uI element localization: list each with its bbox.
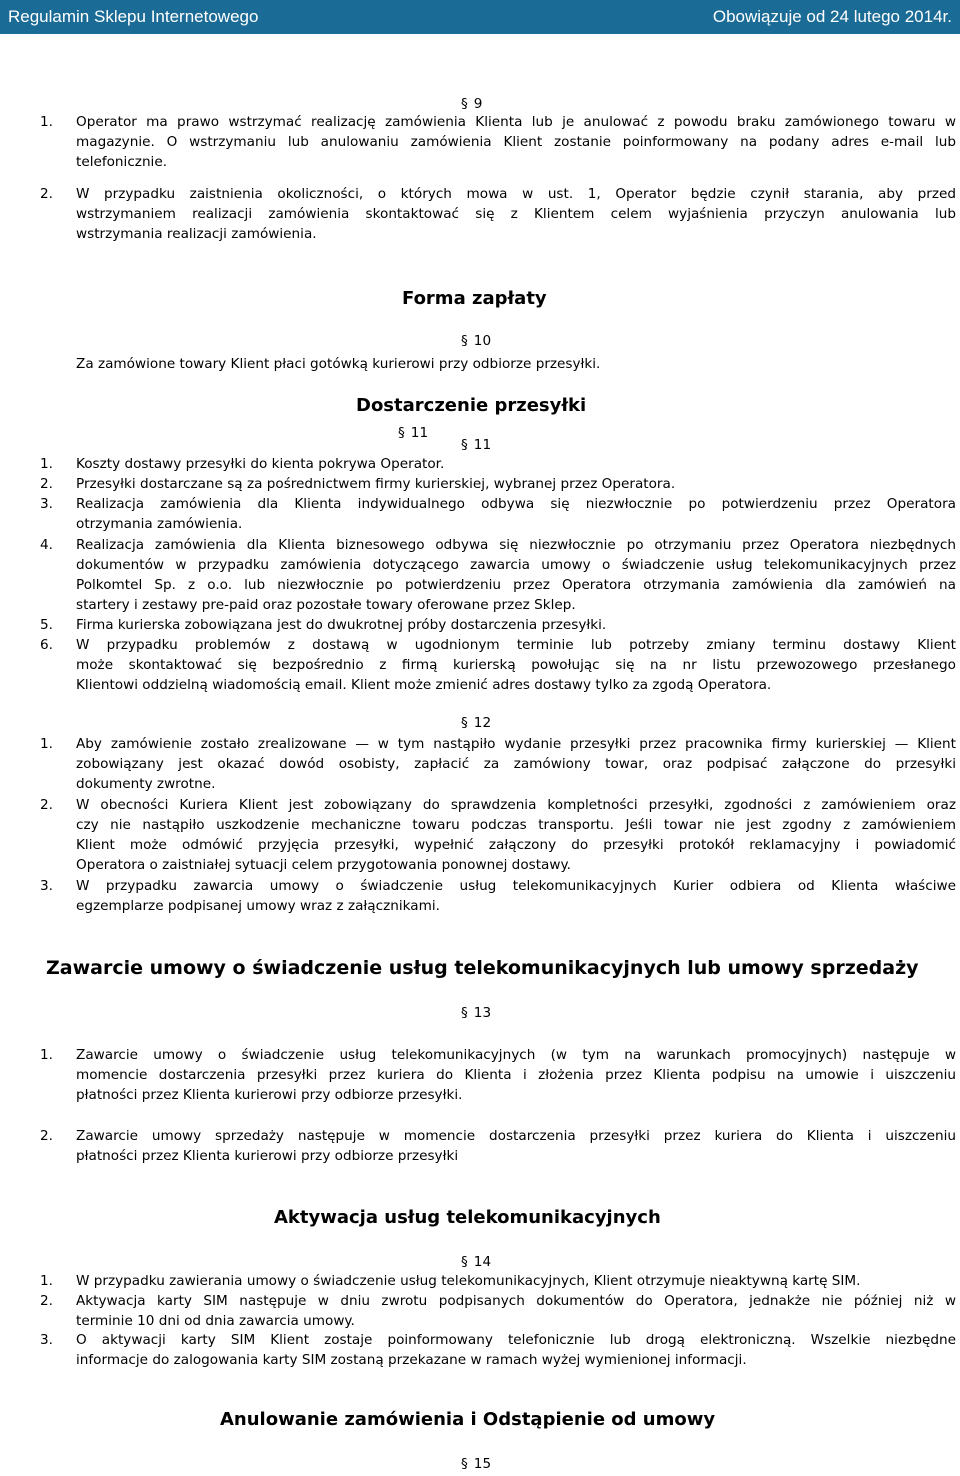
paragraph-14-3: O aktywacji karty SIM Klient zostaje poinformowany telefonicznie lub drogą elektroniczną. Wszelkie niezbędne informacje do zalogowania karty SIM zostaną przekazane w ramach wyżej wymienionej informacji. [76, 1332, 956, 1368]
item-number: 3. [40, 1332, 53, 1348]
item-number: 3. [40, 878, 53, 894]
item-number: 6. [40, 637, 53, 653]
paragraph-9-2: W przypadku zaistnienia okoliczności, o których mowa w ust. 1, Operator będzie czynił starania, aby przed wstrzymaniem realizacji zamówienia skontaktować się z Klientem celem wyjaśnienia przyczyn anulowania lub wstrzymania realizacji zamówienia. [76, 186, 956, 242]
document-header [0, 0, 960, 34]
heading-aktywacja: Aktywacja usług telekomunikacyjnych [274, 1207, 661, 1228]
paragraph-11-4: Realizacja zamówienia dla Klienta biznesowego odbywa się niezwłocznie po otrzymaniu przez Operatora niezbędnych dokumentów w przypadku zamówienia dotyczącego zawarcia umowy o świadczenie usług telekomunikacyjnych przez Polkomtel Sp. z o.o. lub niezwłocznie po potwierdzeniu przez Operatora otrzymania zamówienia dla zamówień na startery i zestawy pre-paid oraz pozostałe towary oferowane przez Sklep. [76, 537, 956, 613]
paragraph-13-1: Zawarcie umowy o świadczenie usług telekomunikacyjnych (w tym na warunkach promocyjnych) następuje w momencie dostarczenia przesyłki przez kuriera do Klienta i złożenia przez Klienta podpisu na umowie i uiszczeniu płatności przez Klienta kurierowi przy odbiorze przesyłki. [76, 1047, 956, 1103]
section-11-mark: § 11 [398, 425, 429, 441]
item-number: 1. [40, 114, 53, 130]
paragraph-11-3: Realizacja zamówienia dla Klienta indywidualnego odbywa się niezwłocznie po potwierdzeniu przez Operatora otrzymania zamówienia. [76, 496, 956, 532]
item-number: 2. [40, 186, 53, 202]
item-number: 1. [40, 1273, 53, 1289]
paragraph-11-6: W przypadku problemów z dostawą w ugodnionym terminie lub potrzeby zmiany terminu dostawy Klient może skontaktować się bezpośrednio z firmą kurierską powołując się na nr listu przewozowego przesłanego Klientowi oddzielną wiadomością email. Klient może zmienić adres dostawy tylko za zgodą Operatora. [76, 637, 956, 693]
section-14-mark: § 14 [461, 1254, 492, 1270]
paragraph-13-2: Zawarcie umowy sprzedaży następuje w momencie dostarczenia przesyłki przez kuriera do Klienta i uiszczeniu płatności przez Klienta kurierowi przy odbiorze przesyłki [76, 1128, 956, 1164]
item-number: 2. [40, 797, 53, 813]
item-number: 3. [40, 496, 53, 512]
item-number: 2. [40, 1128, 53, 1144]
paragraph-12-1: Aby zamówienie zostało zrealizowane — w tym nastąpiło wydanie przesyłki przez pracownika firmy kurierskiej — Klient zobowiązany jest okazać dowód osobisty, zapłacić za zamówiony towar, oraz podpisać załączone do przesyłki dokumenty zwrotne. [76, 736, 956, 792]
header-effective-date: Obowiązuje od 24 lutego 2014r. [712, 7, 952, 26]
item-number: 2. [40, 476, 53, 492]
section-15-mark: § 15 [461, 1456, 492, 1472]
item-number: 1. [40, 456, 53, 472]
item-number: 1. [40, 1047, 53, 1063]
paragraph-10: Za zamówione towary Klient płaci gotówką kurierowi przy odbiorze przesyłki. [76, 356, 601, 372]
paragraph-11-2: Przesyłki dostarczane są za pośrednictwem firmy kurierskiej, wybranej przez Operatora. [76, 476, 676, 492]
paragraph-12-2: W obecności Kuriera Klient jest zobowiązany do sprawdzenia kompletności przesyłki, zgodności z zamówieniem oraz czy nie nastąpiło uszkodzenie mechaniczne towaru podczas transportu. Jeśli towar nie jest zgodny z zamówieniem Klient może odmówić przyjęcia przesyłki, wypełnić załączony do przesyłki protokół reklamacyjny i powiadomić Operatora o zaistniałej sytuacji celem przygotowania ponownej dostawy. [76, 797, 956, 873]
paragraph-11-5: Firma kurierska zobowiązana jest do dwukrotnej próby dostarczenia przesyłki. [76, 617, 607, 633]
paragraph-11-1: Koszty dostawy przesyłki do kienta pokrywa Operator. [76, 456, 445, 472]
heading-anulowanie: Anulowanie zamówienia i Odstąpienie od umowy [220, 1409, 716, 1430]
item-number: 2. [40, 1293, 53, 1309]
section-10-mark: § 10 [461, 333, 492, 349]
heading-dostarczenie: Dostarczenie przesyłki [356, 395, 587, 416]
section-11-mark-duplicate: § 11 [461, 437, 492, 453]
paragraph-12-3: W przypadku zawarcia umowy o świadczenie usług telekomunikacyjnych Kurier odbiera od Klienta właściwe egzemplarze podpisanej umowy wraz z załącznikami. [76, 878, 956, 914]
header-title: Regulamin Sklepu Internetowego [8, 7, 259, 26]
item-number: 1. [40, 736, 53, 752]
heading-zawarcie-umowy: Zawarcie umowy o świadczenie usług telekomunikacyjnych lub umowy sprzedaży [46, 957, 919, 979]
item-number: 5. [40, 617, 53, 633]
section-9-mark: § 9 [461, 96, 483, 112]
section-12-mark: § 12 [461, 715, 492, 731]
item-number: 4. [40, 537, 53, 553]
heading-forma-zaplaty: Forma zapłaty [402, 288, 547, 309]
paragraph-9-1: Operator ma prawo wstrzymać realizację zamówienia Klienta lub je anulować z powodu braku zamówionego towaru w magazynie. O wstrzymaniu lub anulowaniu zamówienia Klient zostanie poinformowany na podany adres e-mail lub telefonicznie. [76, 114, 956, 170]
paragraph-14-1: W przypadku zawierania umowy o świadczenie usług telekomunikacyjnych, Klient otrzymuje nieaktywną kartę SIM. [76, 1273, 861, 1289]
section-13-mark: § 13 [461, 1005, 492, 1021]
paragraph-14-2: Aktywacja karty SIM następuje w dniu zwrotu podpisanych dokumentów do Operatora, jednakże nie później niż w terminie 10 dni od dnia zawarcia umowy. [76, 1293, 956, 1329]
